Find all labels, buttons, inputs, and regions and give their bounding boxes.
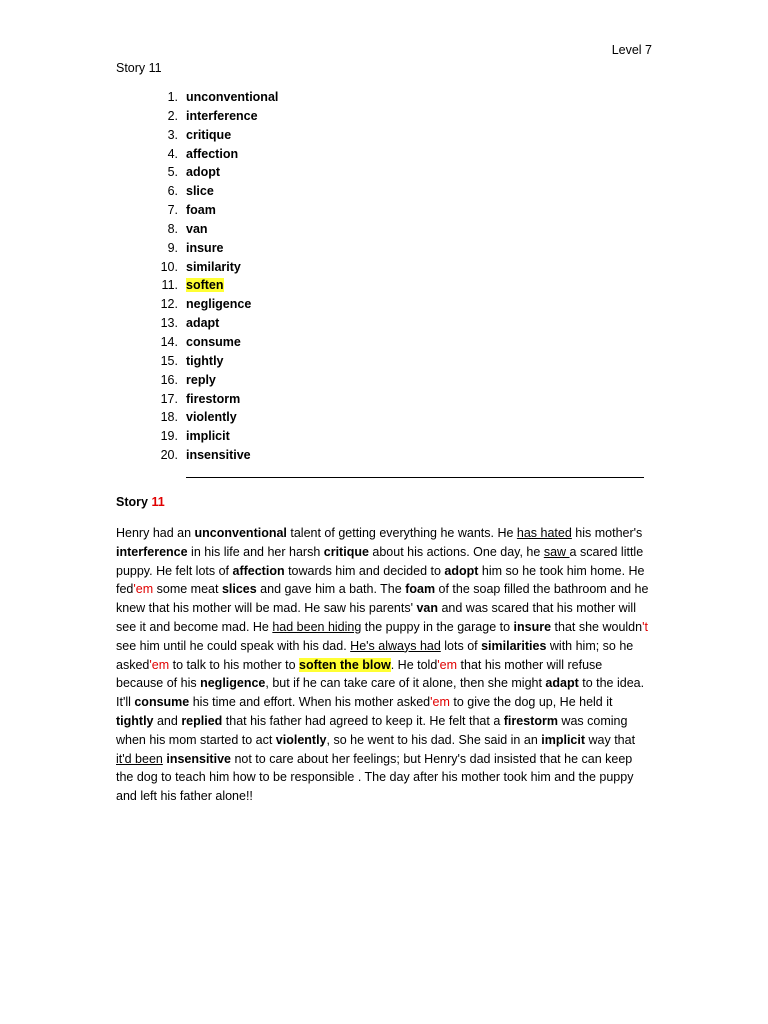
story-segment: insensitive xyxy=(166,751,231,766)
story-segment: and xyxy=(153,713,182,728)
story-segment: 'em xyxy=(133,582,154,597)
story-segment: to talk to his mother to xyxy=(169,657,300,672)
story-segment: to the idea. It'll xyxy=(116,676,645,710)
story-segment: violently xyxy=(275,732,327,747)
list-item-word: insure xyxy=(186,240,224,255)
list-item-word: reply xyxy=(186,372,216,387)
list-item xyxy=(148,126,278,145)
list-item xyxy=(148,145,278,164)
list-item-word: insensitive xyxy=(186,448,251,463)
list-item xyxy=(148,408,278,427)
list-item-number: 13. xyxy=(160,316,178,331)
list-item xyxy=(148,201,278,220)
story-segment: 't xyxy=(642,619,648,634)
story-segment: it'd been xyxy=(116,751,163,766)
story-segment: his mother's xyxy=(571,526,643,540)
story-segment: saw xyxy=(543,544,570,559)
story-segment: . He told xyxy=(390,657,438,672)
story-segment: that his mother will refuse because of his xyxy=(116,657,603,691)
story-segment: adopt xyxy=(444,563,479,578)
story-segment: talent of getting everything he wants. He xyxy=(286,526,517,540)
story-segment: firestorm xyxy=(503,713,558,728)
list-item xyxy=(148,371,278,390)
story-segment: , but if he can take care of it alone, then she might xyxy=(265,676,546,691)
story-segment: had been hiding xyxy=(272,619,362,634)
list-item-word: van xyxy=(186,221,208,236)
list-item-number: 10. xyxy=(160,259,178,274)
list-item xyxy=(148,88,278,107)
story-segment: the puppy in the garage to xyxy=(361,619,514,634)
story-segment: replied xyxy=(181,713,223,728)
story-segment: slices xyxy=(221,582,257,597)
story-segment: lots of xyxy=(440,638,482,653)
story-segment: foam xyxy=(405,582,436,597)
list-item-word: critique xyxy=(186,127,232,142)
list-item-word: unconventional xyxy=(186,90,279,104)
list-item-number: 7. xyxy=(167,203,178,218)
list-item-word: affection xyxy=(186,146,239,161)
list-item xyxy=(148,258,278,277)
story-segment: in his life and her harsh xyxy=(187,544,324,559)
list-item-number: 19. xyxy=(160,429,178,444)
level-label: Level 7 xyxy=(611,43,652,57)
list-item-number: 2. xyxy=(167,108,178,123)
story-segment: towards him and decided to xyxy=(284,563,445,578)
story-segment: van xyxy=(416,601,438,616)
list-item xyxy=(148,239,278,258)
story-segment: way that xyxy=(585,732,636,747)
list-item-word: soften xyxy=(186,278,224,293)
list-item-number: 16. xyxy=(160,372,178,387)
list-item-word: adapt xyxy=(186,316,220,331)
story-segment: has hated xyxy=(516,526,572,540)
story-segment: that she wouldn xyxy=(551,619,643,634)
page-title: Story 11 xyxy=(116,61,162,75)
list-item-word: negligence xyxy=(186,297,252,312)
story-segment: 'em xyxy=(149,657,170,672)
list-item-number: 14. xyxy=(160,334,178,349)
story-segment: was coming when his mom started to act xyxy=(116,713,628,747)
story-heading-label: Story xyxy=(116,495,148,509)
story-segment: about his actions. One day, he xyxy=(368,544,544,559)
list-item xyxy=(148,333,278,352)
story-segment: and gave him a bath. The xyxy=(256,582,406,597)
story-segment: affection xyxy=(232,563,285,578)
story-segment: , so he went to his dad. She said in an xyxy=(326,732,542,747)
story-segment: consume xyxy=(134,695,190,710)
list-item xyxy=(148,182,278,201)
story-segment: that his father had agreed to keep it. He felt that a xyxy=(222,713,504,728)
list-item-number: 11. xyxy=(161,278,178,293)
story-segment: and was scared that his mother will see it and become mad. He xyxy=(116,601,636,634)
list-item xyxy=(148,314,278,333)
list-item-number: 4. xyxy=(167,146,178,161)
story-segment: a scared little puppy. He felt lots of xyxy=(116,544,644,578)
list-item xyxy=(148,276,278,295)
list-item-number: 3. xyxy=(167,127,178,142)
story-segment: see him until he could speak with his dad. xyxy=(116,638,351,653)
list-item xyxy=(148,446,278,465)
list-item-number: 8. xyxy=(167,221,178,236)
story-segment: unconventional xyxy=(194,526,287,540)
story-paragraph xyxy=(116,524,652,806)
story-segment: 'em xyxy=(430,695,450,710)
story-segment: him so he took him home. He fed xyxy=(116,563,645,597)
story-segment: tightly xyxy=(116,713,154,728)
list-item-number: 12. xyxy=(160,297,178,312)
story-segment: soften the blow xyxy=(299,657,391,672)
list-item xyxy=(148,107,278,126)
story-segment: to give the dog up, He held it xyxy=(449,695,613,710)
story-segment: implicit xyxy=(541,732,586,747)
list-item-word: firestorm xyxy=(186,391,241,406)
list-item xyxy=(148,220,278,239)
story-heading-number: 11 xyxy=(151,495,165,509)
list-item-word: violently xyxy=(186,410,237,425)
story-segment: critique xyxy=(323,544,369,559)
list-item xyxy=(148,352,278,371)
list-item xyxy=(148,295,278,314)
list-item-word: slice xyxy=(186,184,214,199)
story-segment: his time and effort. When his mother asked xyxy=(189,695,431,710)
story-heading xyxy=(116,495,165,509)
story-segment: interference xyxy=(116,544,188,559)
list-item xyxy=(148,163,278,182)
story-segment: Henry had an xyxy=(116,526,195,540)
list-item-number: 5. xyxy=(167,165,178,180)
story-segment: negligence xyxy=(200,676,266,691)
story-segment: 'em xyxy=(437,657,458,672)
list-item xyxy=(148,390,278,409)
story-segment: adapt xyxy=(545,676,579,691)
divider-line xyxy=(186,477,644,478)
list-item-number: 20. xyxy=(160,448,178,463)
story-segment: some meat xyxy=(153,582,222,597)
story-segment: He's always had xyxy=(350,638,441,653)
list-item-number: 18. xyxy=(160,410,178,425)
list-item-word: tightly xyxy=(186,353,224,368)
list-item-word: similarity xyxy=(186,259,241,274)
list-item-number: 1. xyxy=(167,90,178,104)
vocabulary-list xyxy=(148,88,278,465)
list-item-word: adopt xyxy=(186,165,221,180)
story-segment: with him; so he asked xyxy=(116,638,634,672)
list-item-number: 9. xyxy=(167,240,178,255)
list-item-word: consume xyxy=(186,334,241,349)
story-segment: not to care about her feelings; but Henry's dad insisted that he can keep the dog to teach him how to be responsible . The day after his mother took him and the puppy and left his father alone!! xyxy=(116,751,634,804)
list-item-word: foam xyxy=(186,203,216,218)
story-segment: of the soap filled the bathroom and he knew that his mother will be mad. He saw his parents' xyxy=(116,582,649,616)
story-segment: similarities xyxy=(481,638,547,653)
list-item-word: interference xyxy=(186,108,258,123)
story-segment: insure xyxy=(513,619,552,634)
list-item-number: 6. xyxy=(167,184,178,199)
list-item-number: 15. xyxy=(160,353,178,368)
list-item-word: implicit xyxy=(186,429,230,444)
list-item xyxy=(148,427,278,446)
list-item-number: 17. xyxy=(160,391,178,406)
